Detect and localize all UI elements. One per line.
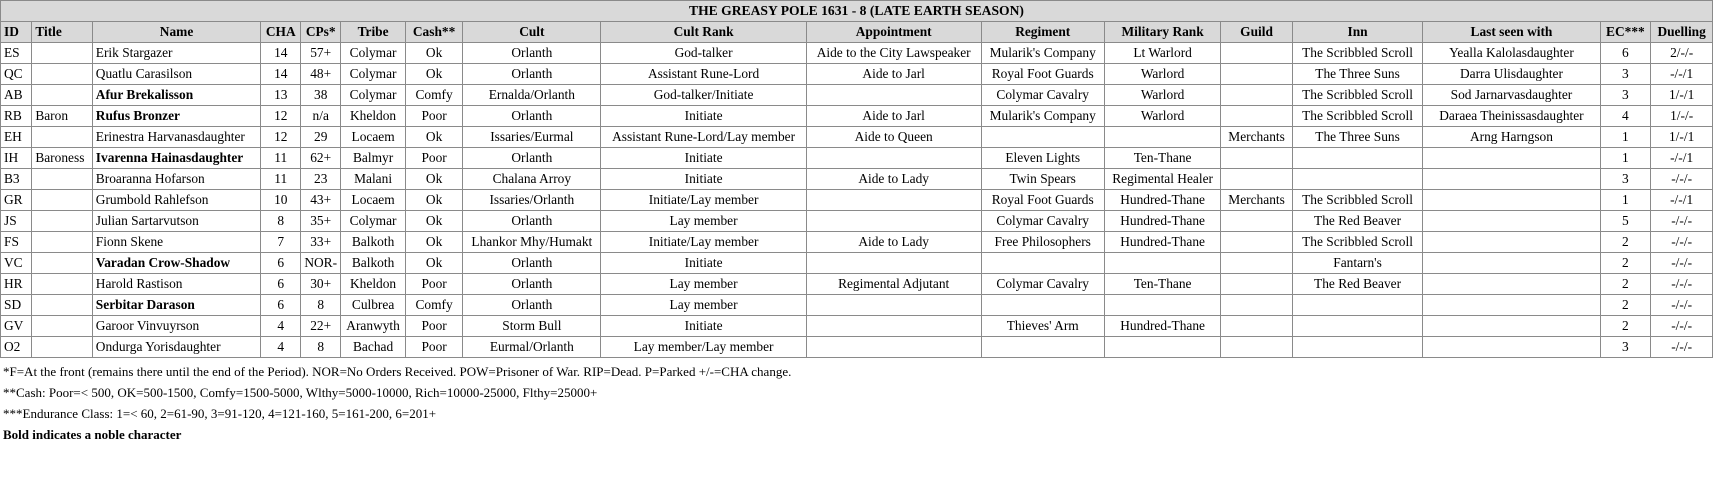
table-row bbox=[1, 211, 1713, 232]
cell-ec: 2 bbox=[1600, 295, 1651, 316]
cell-military-rank: Hundred-Thane bbox=[1104, 316, 1221, 337]
table-row bbox=[1, 106, 1713, 127]
cell-title bbox=[32, 274, 92, 295]
column-header-name: Name bbox=[92, 22, 260, 43]
cell-ec: 5 bbox=[1600, 211, 1651, 232]
cell-regiment bbox=[981, 127, 1104, 148]
cell-id: SD bbox=[1, 295, 32, 316]
cell-id: VC bbox=[1, 253, 32, 274]
cell-id: HR bbox=[1, 274, 32, 295]
cell-name: Erik Stargazer bbox=[92, 43, 260, 64]
table-row bbox=[1, 43, 1713, 64]
cell-military-rank bbox=[1104, 253, 1221, 274]
cell-inn bbox=[1292, 295, 1423, 316]
cell-name: Ondurga Yorisdaughter bbox=[92, 337, 260, 358]
cell-duelling: -/-/- bbox=[1651, 211, 1713, 232]
cell-name: Fionn Skene bbox=[92, 232, 260, 253]
cell-duelling: 1/-/- bbox=[1651, 106, 1713, 127]
footnote-endurance: ***Endurance Class: 1=< 60, 2=61-90, 3=91-120, 4=121-160, 5=161-200, 6=201+ bbox=[3, 406, 437, 421]
cell-cash: Poor bbox=[405, 337, 462, 358]
cell-regiment bbox=[981, 295, 1104, 316]
cell-cult-rank: Initiate bbox=[601, 169, 806, 190]
table-row bbox=[1, 190, 1713, 211]
cell-regiment: Royal Foot Guards bbox=[981, 190, 1104, 211]
cell-title: Baron bbox=[32, 106, 92, 127]
cell-name: Julian Sartarvutson bbox=[92, 211, 260, 232]
cell-id: B3 bbox=[1, 169, 32, 190]
cell-tribe: Colymar bbox=[341, 64, 406, 85]
cell-cash: Poor bbox=[405, 148, 462, 169]
cell-ec: 3 bbox=[1600, 169, 1651, 190]
cell-cha: 14 bbox=[261, 64, 301, 85]
cell-guild: Merchants bbox=[1221, 127, 1292, 148]
cell-cha: 8 bbox=[261, 211, 301, 232]
cell-cha: 7 bbox=[261, 232, 301, 253]
column-header-cps: CPs* bbox=[301, 22, 341, 43]
cell-military-rank: Warlord bbox=[1104, 64, 1221, 85]
cell-tribe: Locaem bbox=[341, 127, 406, 148]
cell-regiment: Colymar Cavalry bbox=[981, 274, 1104, 295]
cell-last-seen-with: Arng Harngson bbox=[1423, 127, 1600, 148]
cell-duelling: 2/-/- bbox=[1651, 43, 1713, 64]
table-row bbox=[1, 64, 1713, 85]
cell-inn: The Three Suns bbox=[1292, 127, 1423, 148]
cell-regiment bbox=[981, 337, 1104, 358]
cell-cult: Issaries/Orlanth bbox=[463, 190, 601, 211]
cell-ec: 3 bbox=[1600, 64, 1651, 85]
cell-guild bbox=[1221, 232, 1292, 253]
cell-duelling: -/-/- bbox=[1651, 274, 1713, 295]
cell-last-seen-with bbox=[1423, 190, 1600, 211]
cell-name: Serbitar Darason bbox=[92, 295, 260, 316]
cell-cha: 6 bbox=[261, 274, 301, 295]
cell-id: EH bbox=[1, 127, 32, 148]
cell-cha: 4 bbox=[261, 316, 301, 337]
cell-cult: Orlanth bbox=[463, 106, 601, 127]
cell-title bbox=[32, 64, 92, 85]
footnote-cash: **Cash: Poor=< 500, OK=500-1500, Comfy=1500-5000, Wlthy=5000-10000, Rich=10000-25000, Flthy=25000+ bbox=[3, 385, 598, 400]
column-header-cult-rank: Cult Rank bbox=[601, 22, 806, 43]
cell-duelling: -/-/- bbox=[1651, 169, 1713, 190]
table-row bbox=[1, 232, 1713, 253]
cell-duelling: 1/-/1 bbox=[1651, 85, 1713, 106]
cell-cash: Ok bbox=[405, 211, 462, 232]
cell-name: Erinestra Harvanasdaughter bbox=[92, 127, 260, 148]
cell-name: Broaranna Hofarson bbox=[92, 169, 260, 190]
cell-cps: 35+ bbox=[301, 211, 341, 232]
cell-cult: Orlanth bbox=[463, 43, 601, 64]
footnotes bbox=[0, 358, 1713, 445]
column-header-military-rank: Military Rank bbox=[1104, 22, 1221, 43]
cell-tribe: Culbrea bbox=[341, 295, 406, 316]
cell-appointment bbox=[806, 211, 981, 232]
cell-cult-rank: Lay member bbox=[601, 274, 806, 295]
cell-cha: 12 bbox=[261, 106, 301, 127]
cell-cult-rank: Initiate/Lay member bbox=[601, 232, 806, 253]
cell-name: Harold Rastison bbox=[92, 274, 260, 295]
cell-cult: Orlanth bbox=[463, 64, 601, 85]
cell-cash: Comfy bbox=[405, 85, 462, 106]
cell-id: ES bbox=[1, 43, 32, 64]
cell-tribe: Malani bbox=[341, 169, 406, 190]
cell-duelling: -/-/1 bbox=[1651, 190, 1713, 211]
cell-inn bbox=[1292, 337, 1423, 358]
cell-inn: The Scribbled Scroll bbox=[1292, 106, 1423, 127]
cell-duelling: -/-/- bbox=[1651, 316, 1713, 337]
column-header-cash: Cash** bbox=[405, 22, 462, 43]
cell-last-seen-with bbox=[1423, 148, 1600, 169]
cell-title bbox=[32, 253, 92, 274]
cell-title bbox=[32, 169, 92, 190]
cell-military-rank: Hundred-Thane bbox=[1104, 190, 1221, 211]
cell-inn: The Scribbled Scroll bbox=[1292, 43, 1423, 64]
cell-inn: The Scribbled Scroll bbox=[1292, 232, 1423, 253]
cell-cash: Ok bbox=[405, 190, 462, 211]
cell-duelling: -/-/1 bbox=[1651, 148, 1713, 169]
cell-title bbox=[32, 295, 92, 316]
cell-guild bbox=[1221, 64, 1292, 85]
cell-cult: Ernalda/Orlanth bbox=[463, 85, 601, 106]
cell-military-rank: Hundred-Thane bbox=[1104, 232, 1221, 253]
cell-guild bbox=[1221, 253, 1292, 274]
cell-cps: 33+ bbox=[301, 232, 341, 253]
cell-regiment: Mularik's Company bbox=[981, 106, 1104, 127]
cell-inn: Fantarn's bbox=[1292, 253, 1423, 274]
table-row bbox=[1, 295, 1713, 316]
cell-cha: 11 bbox=[261, 169, 301, 190]
cell-regiment: Royal Foot Guards bbox=[981, 64, 1104, 85]
cell-cult-rank: God-talker/Initiate bbox=[601, 85, 806, 106]
cell-guild bbox=[1221, 106, 1292, 127]
cell-ec: 1 bbox=[1600, 190, 1651, 211]
cell-guild bbox=[1221, 43, 1292, 64]
cell-appointment bbox=[806, 85, 981, 106]
cell-id: FS bbox=[1, 232, 32, 253]
cell-id: O2 bbox=[1, 337, 32, 358]
cell-cash: Ok bbox=[405, 169, 462, 190]
cell-title bbox=[32, 316, 92, 337]
cell-cha: 6 bbox=[261, 253, 301, 274]
cell-cult-rank: Lay member bbox=[601, 211, 806, 232]
cell-appointment bbox=[806, 190, 981, 211]
table-row bbox=[1, 148, 1713, 169]
column-header-duelling: Duelling bbox=[1651, 22, 1713, 43]
cell-ec: 1 bbox=[1600, 127, 1651, 148]
cell-duelling: -/-/- bbox=[1651, 337, 1713, 358]
cell-last-seen-with bbox=[1423, 316, 1600, 337]
cell-duelling: 1/-/1 bbox=[1651, 127, 1713, 148]
cell-cash: Poor bbox=[405, 274, 462, 295]
cell-cash: Poor bbox=[405, 316, 462, 337]
cell-name: Varadan Crow-Shadow bbox=[92, 253, 260, 274]
cell-last-seen-with: Yealla Kalolasdaughter bbox=[1423, 43, 1600, 64]
column-header-appointment: Appointment bbox=[806, 22, 981, 43]
cell-appointment: Aide to Jarl bbox=[806, 106, 981, 127]
cell-guild: Merchants bbox=[1221, 190, 1292, 211]
column-header-ec: EC*** bbox=[1600, 22, 1651, 43]
cell-cps: 8 bbox=[301, 295, 341, 316]
cell-duelling: -/-/- bbox=[1651, 295, 1713, 316]
cell-inn: The Red Beaver bbox=[1292, 274, 1423, 295]
cell-duelling: -/-/- bbox=[1651, 232, 1713, 253]
cell-id: JS bbox=[1, 211, 32, 232]
cell-last-seen-with bbox=[1423, 253, 1600, 274]
cell-military-rank: Lt Warlord bbox=[1104, 43, 1221, 64]
cell-cps: 38 bbox=[301, 85, 341, 106]
cell-name: Afur Brekalisson bbox=[92, 85, 260, 106]
cell-inn bbox=[1292, 148, 1423, 169]
cell-tribe: Colymar bbox=[341, 211, 406, 232]
cell-cash: Ok bbox=[405, 232, 462, 253]
cell-cult-rank: Initiate bbox=[601, 106, 806, 127]
column-header-title: Title bbox=[32, 22, 92, 43]
cell-id: GR bbox=[1, 190, 32, 211]
cell-cha: 12 bbox=[261, 127, 301, 148]
cell-cult-rank: Assistant Rune-Lord bbox=[601, 64, 806, 85]
cell-cha: 6 bbox=[261, 295, 301, 316]
cell-cha: 10 bbox=[261, 190, 301, 211]
cell-name: Rufus Bronzer bbox=[92, 106, 260, 127]
footnote-cps: *F=At the front (remains there until the end of the Period). NOR=No Orders Received. POW=Prisoner of War. RIP=Dead. P=Parked +/-=CHA change. bbox=[3, 364, 792, 379]
cell-regiment: Mularik's Company bbox=[981, 43, 1104, 64]
cell-last-seen-with: Daraea Theinissasdaughter bbox=[1423, 106, 1600, 127]
cell-cps: 23 bbox=[301, 169, 341, 190]
cell-guild bbox=[1221, 148, 1292, 169]
cell-cult-rank: Initiate bbox=[601, 148, 806, 169]
cell-military-rank: Ten-Thane bbox=[1104, 148, 1221, 169]
cell-cult-rank: Initiate/Lay member bbox=[601, 190, 806, 211]
cell-name: Quatlu Carasilson bbox=[92, 64, 260, 85]
cell-id: RB bbox=[1, 106, 32, 127]
cell-cult-rank: Initiate bbox=[601, 316, 806, 337]
cell-cha: 11 bbox=[261, 148, 301, 169]
cell-appointment bbox=[806, 337, 981, 358]
cell-cha: 14 bbox=[261, 43, 301, 64]
cell-inn: The Three Suns bbox=[1292, 64, 1423, 85]
cell-tribe: Aranwyth bbox=[341, 316, 406, 337]
cell-cult-rank: God-talker bbox=[601, 43, 806, 64]
cell-ec: 1 bbox=[1600, 148, 1651, 169]
cell-appointment: Aide to Queen bbox=[806, 127, 981, 148]
cell-appointment: Aide to Lady bbox=[806, 169, 981, 190]
cell-title bbox=[32, 337, 92, 358]
cell-guild bbox=[1221, 169, 1292, 190]
table-row bbox=[1, 274, 1713, 295]
cell-name: Garoor Vinvuyrson bbox=[92, 316, 260, 337]
cell-name: Ivarenna Hainasdaughter bbox=[92, 148, 260, 169]
cell-cult: Lhankor Mhy/Humakt bbox=[463, 232, 601, 253]
cell-title: Baroness bbox=[32, 148, 92, 169]
cell-appointment: Aide to Lady bbox=[806, 232, 981, 253]
cell-name: Grumbold Rahlefson bbox=[92, 190, 260, 211]
cell-ec: 6 bbox=[1600, 43, 1651, 64]
cell-last-seen-with bbox=[1423, 169, 1600, 190]
cell-last-seen-with bbox=[1423, 274, 1600, 295]
cell-cult: Storm Bull bbox=[463, 316, 601, 337]
cell-tribe: Kheldon bbox=[341, 106, 406, 127]
cell-cult: Chalana Arroy bbox=[463, 169, 601, 190]
cell-duelling: -/-/- bbox=[1651, 253, 1713, 274]
cell-cult-rank: Initiate bbox=[601, 253, 806, 274]
cell-id: GV bbox=[1, 316, 32, 337]
cell-military-rank bbox=[1104, 295, 1221, 316]
cell-inn: The Scribbled Scroll bbox=[1292, 190, 1423, 211]
column-header-last-seen-with: Last seen with bbox=[1423, 22, 1600, 43]
cell-title bbox=[32, 190, 92, 211]
table-row bbox=[1, 127, 1713, 148]
cell-appointment bbox=[806, 253, 981, 274]
cell-inn: The Scribbled Scroll bbox=[1292, 85, 1423, 106]
cell-last-seen-with bbox=[1423, 232, 1600, 253]
cell-cult: Eurmal/Orlanth bbox=[463, 337, 601, 358]
cell-cult: Orlanth bbox=[463, 295, 601, 316]
cell-id: IH bbox=[1, 148, 32, 169]
column-header-inn: Inn bbox=[1292, 22, 1423, 43]
cell-cash: Ok bbox=[405, 43, 462, 64]
cell-guild bbox=[1221, 337, 1292, 358]
cell-guild bbox=[1221, 211, 1292, 232]
cell-cash: Comfy bbox=[405, 295, 462, 316]
cell-last-seen-with bbox=[1423, 295, 1600, 316]
cell-military-rank: Warlord bbox=[1104, 85, 1221, 106]
cell-military-rank: Warlord bbox=[1104, 106, 1221, 127]
column-header-id: ID bbox=[1, 22, 32, 43]
cell-cps: NOR- bbox=[301, 253, 341, 274]
cell-cult-rank: Lay member/Lay member bbox=[601, 337, 806, 358]
cell-cult-rank: Assistant Rune-Lord/Lay member bbox=[601, 127, 806, 148]
footnote-noble: Bold indicates a noble character bbox=[3, 427, 182, 442]
cell-title bbox=[32, 232, 92, 253]
cell-ec: 3 bbox=[1600, 85, 1651, 106]
cell-cps: 62+ bbox=[301, 148, 341, 169]
cell-cult: Orlanth bbox=[463, 274, 601, 295]
cell-tribe: Colymar bbox=[341, 43, 406, 64]
cell-appointment: Aide to the City Lawspeaker bbox=[806, 43, 981, 64]
cell-guild bbox=[1221, 316, 1292, 337]
cell-military-rank: Regimental Healer bbox=[1104, 169, 1221, 190]
cell-appointment: Aide to Jarl bbox=[806, 64, 981, 85]
table-body bbox=[1, 43, 1713, 358]
table-row bbox=[1, 169, 1713, 190]
cell-inn bbox=[1292, 169, 1423, 190]
cell-guild bbox=[1221, 295, 1292, 316]
cell-regiment: Colymar Cavalry bbox=[981, 85, 1104, 106]
cell-title bbox=[32, 85, 92, 106]
column-header-cult: Cult bbox=[463, 22, 601, 43]
cell-ec: 2 bbox=[1600, 274, 1651, 295]
cell-tribe: Locaem bbox=[341, 190, 406, 211]
column-header-cha: CHA bbox=[261, 22, 301, 43]
cell-appointment bbox=[806, 148, 981, 169]
cell-cult-rank: Lay member bbox=[601, 295, 806, 316]
cell-cha: 4 bbox=[261, 337, 301, 358]
cell-cps: 30+ bbox=[301, 274, 341, 295]
cell-tribe: Kheldon bbox=[341, 274, 406, 295]
cell-tribe: Balmyr bbox=[341, 148, 406, 169]
cell-appointment bbox=[806, 316, 981, 337]
table-row bbox=[1, 316, 1713, 337]
cell-id: QC bbox=[1, 64, 32, 85]
cell-cps: 22+ bbox=[301, 316, 341, 337]
cell-ec: 4 bbox=[1600, 106, 1651, 127]
cell-title bbox=[32, 127, 92, 148]
cell-last-seen-with: Darra Ulisdaughter bbox=[1423, 64, 1600, 85]
cell-regiment: Twin Spears bbox=[981, 169, 1104, 190]
table-row bbox=[1, 253, 1713, 274]
cell-cash: Ok bbox=[405, 253, 462, 274]
cell-cps: n/a bbox=[301, 106, 341, 127]
table-row bbox=[1, 337, 1713, 358]
cell-cult: Orlanth bbox=[463, 253, 601, 274]
cell-last-seen-with bbox=[1423, 211, 1600, 232]
cell-cult: Orlanth bbox=[463, 148, 601, 169]
cell-guild bbox=[1221, 274, 1292, 295]
cell-cha: 13 bbox=[261, 85, 301, 106]
cell-id: AB bbox=[1, 85, 32, 106]
cell-cps: 43+ bbox=[301, 190, 341, 211]
column-header-guild: Guild bbox=[1221, 22, 1292, 43]
cell-tribe: Bachad bbox=[341, 337, 406, 358]
cell-ec: 2 bbox=[1600, 316, 1651, 337]
cell-military-rank bbox=[1104, 127, 1221, 148]
cell-last-seen-with: Sod Jarnarvasdaughter bbox=[1423, 85, 1600, 106]
cell-cps: 48+ bbox=[301, 64, 341, 85]
cell-tribe: Balkoth bbox=[341, 232, 406, 253]
cell-regiment: Colymar Cavalry bbox=[981, 211, 1104, 232]
header-row bbox=[1, 22, 1713, 43]
cell-regiment: Thieves' Arm bbox=[981, 316, 1104, 337]
column-header-regiment: Regiment bbox=[981, 22, 1104, 43]
cell-appointment bbox=[806, 295, 981, 316]
cell-cash: Ok bbox=[405, 64, 462, 85]
cell-cult: Orlanth bbox=[463, 211, 601, 232]
cell-regiment: Eleven Lights bbox=[981, 148, 1104, 169]
cell-tribe: Balkoth bbox=[341, 253, 406, 274]
cell-ec: 3 bbox=[1600, 337, 1651, 358]
cell-ec: 2 bbox=[1600, 232, 1651, 253]
column-header-tribe: Tribe bbox=[341, 22, 406, 43]
cell-cps: 29 bbox=[301, 127, 341, 148]
cell-military-rank: Hundred-Thane bbox=[1104, 211, 1221, 232]
cell-regiment bbox=[981, 253, 1104, 274]
cell-ec: 2 bbox=[1600, 253, 1651, 274]
cell-title bbox=[32, 43, 92, 64]
cell-cult: Issaries/Eurmal bbox=[463, 127, 601, 148]
cell-inn: The Red Beaver bbox=[1292, 211, 1423, 232]
cell-cps: 8 bbox=[301, 337, 341, 358]
cell-appointment: Regimental Adjutant bbox=[806, 274, 981, 295]
table-title: THE GREASY POLE 1631 - 8 (LATE EARTH SEASON) bbox=[1, 1, 1713, 22]
table-row bbox=[1, 85, 1713, 106]
cell-regiment: Free Philosophers bbox=[981, 232, 1104, 253]
cell-tribe: Colymar bbox=[341, 85, 406, 106]
cell-duelling: -/-/1 bbox=[1651, 64, 1713, 85]
cell-cash: Poor bbox=[405, 106, 462, 127]
cell-cash: Ok bbox=[405, 127, 462, 148]
cell-military-rank: Ten-Thane bbox=[1104, 274, 1221, 295]
cell-last-seen-with bbox=[1423, 337, 1600, 358]
cell-guild bbox=[1221, 85, 1292, 106]
cell-cps: 57+ bbox=[301, 43, 341, 64]
cell-inn bbox=[1292, 316, 1423, 337]
cell-military-rank bbox=[1104, 337, 1221, 358]
cell-title bbox=[32, 211, 92, 232]
